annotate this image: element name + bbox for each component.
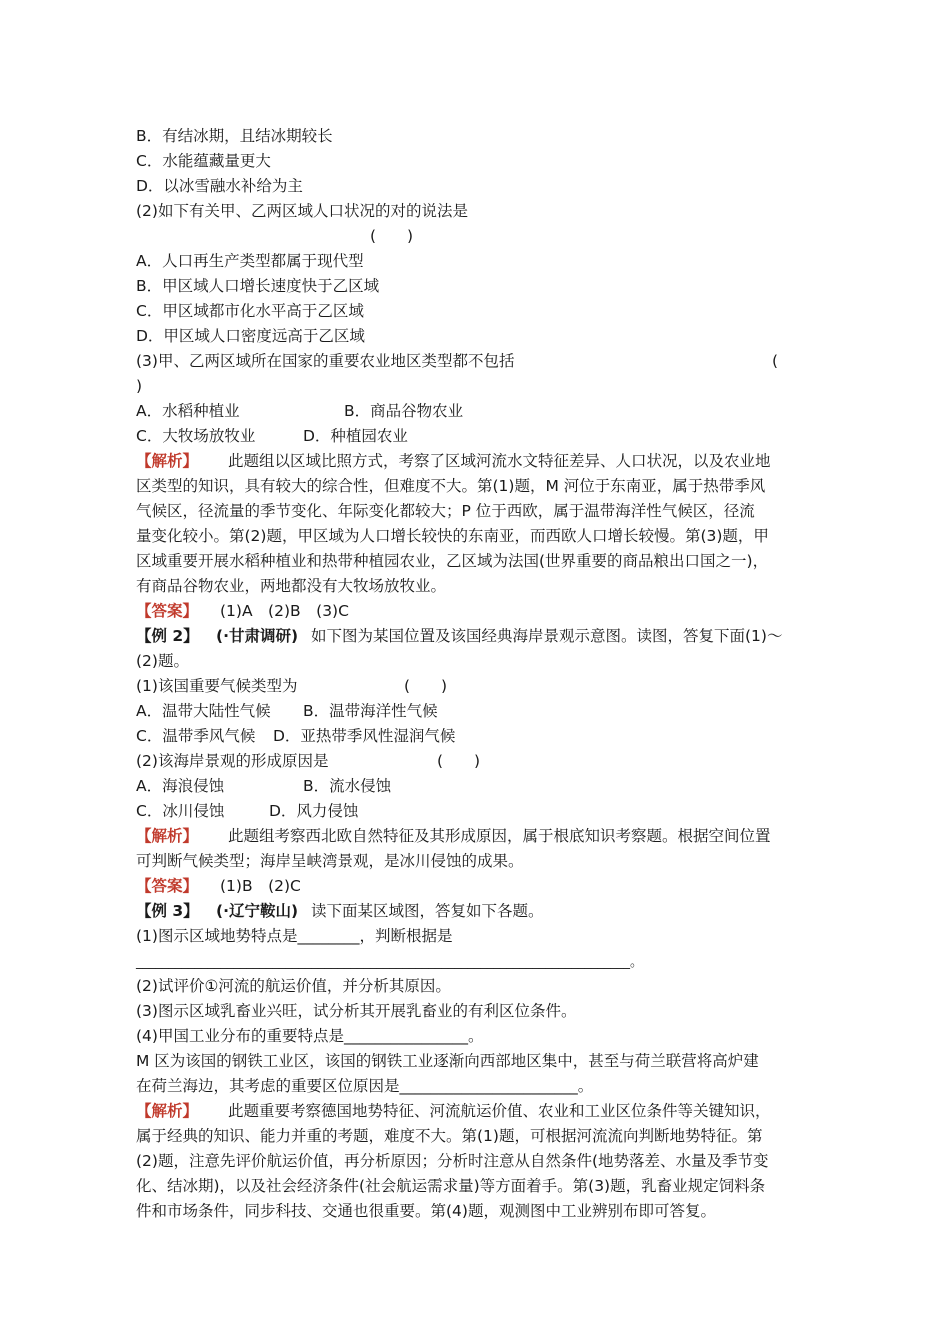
analysis-line: 【解析】 此题组以区域比照方式，考察了区域河流水文特征差异、人口状况，以及农业地 xyxy=(136,452,771,470)
question-line: (2)如下有关甲、乙两区域人口状况的对的说法是 xyxy=(136,202,468,220)
option-line: C．甲区域都市化水平高于乙区域 xyxy=(136,302,364,320)
analysis-label: 【解析】 xyxy=(136,452,199,470)
question-line: 在荷兰海边，其考虑的重要区位原因是_______________________。 xyxy=(136,1077,594,1095)
answer-paren-close: ) xyxy=(136,377,143,395)
analysis-label: 【解析】 xyxy=(136,1102,199,1120)
question-line: (3)图示区域乳畜业兴旺，试分析其开展乳畜业的有利区位条件。 xyxy=(136,1002,577,1020)
analysis-line xyxy=(136,1224,826,1249)
question-line: (1)图示区域地势特点是________，判断根据是 xyxy=(136,927,453,945)
answer-line: 【答案】 (1)A (2)B (3)C xyxy=(136,602,349,620)
example-source: (·甘肃调研) xyxy=(216,627,299,645)
analysis-line: 可判断气候类型；海岸呈峡湾景观，是冰川侵蚀的成果。 xyxy=(136,852,524,870)
example-label: 【例 2】 xyxy=(136,627,199,645)
analysis-line: 属于经典的知识、能力并重的考题，难度不大。第(1)题，可根据河流流向判断地势特征。第 xyxy=(136,1127,763,1145)
document-page xyxy=(136,124,826,1249)
answer-line: 【答案】 (1)B (2)C xyxy=(136,877,301,895)
option-line: C．冰川侵蚀 D．风力侵蚀 xyxy=(136,802,359,820)
analysis-line: 有商品谷物农业，两地都没有大牧场放牧业。 xyxy=(136,577,447,595)
example-heading: 【例 3】 (·辽宁鞍山) 读下面某区域图，答复如下各题。 xyxy=(136,899,826,924)
option-line: B．甲区域人口增长速度快于乙区域 xyxy=(136,277,380,295)
option-line: A．温带大陆性气候 B．温带海洋性气候 xyxy=(136,702,438,720)
analysis-line: 区域重要开展水稻种植业和热带种植园农业，乙区域为法国(世界重要的商品粮出口国之一)， xyxy=(136,552,769,570)
answer-paren: ( ) xyxy=(437,752,481,770)
question-line: (2)题。 xyxy=(136,652,189,670)
analysis-label: 【解析】 xyxy=(136,827,199,845)
question-line: (2)该海岸景观的形成原因是 ( ) xyxy=(136,749,826,774)
option-line: D．以冰雪融水补给为主 xyxy=(136,177,303,195)
option-line: A．人口再生产类型都属于现代型 xyxy=(136,252,364,270)
analysis-line: 【解析】 此题组考察西北欧自然特征及其形成原因，属于根底知识考察题。根据空间位置 xyxy=(136,827,771,845)
analysis-line: 件和市场条件，同步科技、交通也很重要。第(4)题，观测图中工业辨别布即可答复。 xyxy=(136,1202,716,1220)
example-label: 【例 3】 xyxy=(136,902,199,920)
blank-line: ____________________________________________________________________________。 xyxy=(136,955,643,970)
answer-paren: ( ) xyxy=(404,677,448,695)
question-line: (2)试评价①河流的航运价值，并分析其原因。 xyxy=(136,977,451,995)
option-line: A．水稻种植业 B．商品谷物农业 xyxy=(136,402,464,420)
option-line: D．甲区域人口密度远高于乙区域 xyxy=(136,327,365,345)
analysis-line: 量变化较小。第(2)题，甲区域为人口增长较快的东南亚，而西欧人口增长较慢。第(3)题，甲 xyxy=(136,527,769,545)
question-line: (1)该国重要气候类型为 ( ) xyxy=(136,674,826,699)
analysis-line: 【解析】 此题重要考察德国地势特征、河流航运价值、农业和工业区位条件等关键知识， xyxy=(136,1102,771,1120)
option-line: C．温带季风气候 D．亚热带季风性湿润气候 xyxy=(136,727,456,745)
analysis-line: 气候区，径流量的季节变化、年际变化都较大；P 位于西欧，属于温带海洋性气候区，径流 xyxy=(136,502,755,520)
answer-label: 【答案】 xyxy=(136,602,199,620)
answer-paren-open: ( xyxy=(772,352,779,370)
analysis-line: 区类型的知识，具有较大的综合性，但难度不大。第(1)题，M 河位于东南亚，属于热带季风 xyxy=(136,477,766,495)
question-line: (3)甲、乙两区域所在国家的重要农业地区类型都不包括 ( xyxy=(136,349,826,374)
question-line: (4)甲国工业分布的重要特点是________________。 xyxy=(136,1027,484,1045)
example-source: (·辽宁鞍山) xyxy=(216,902,299,920)
option-line: A．海浪侵蚀 B．流水侵蚀 xyxy=(136,777,392,795)
analysis-line: (2)题，注意先评价航运价值，再分析原因；分析时注意从自然条件(地势落差、水量及季节变 xyxy=(136,1152,769,1170)
answer-label: 【答案】 xyxy=(136,877,199,895)
example-heading: 【例 2】 (·甘肃调研) 如下图为某国位置及该国经典海岸景观示意图。读图，答复下面(1)～ xyxy=(136,624,826,649)
option-line: C．水能蕴藏量更大 xyxy=(136,152,271,170)
answer-paren: ( ) xyxy=(370,227,414,245)
option-line: B．有结冰期，且结冰期较长 xyxy=(136,127,333,145)
question-line: M 区为该国的钢铁工业区，该国的钢铁工业逐渐向西部地区集中，甚至与荷兰联营将高炉建 xyxy=(136,1052,759,1070)
analysis-line: 化、结冰期)，以及社会经济条件(社会航运需求量)等方面着手。第(3)题，乳畜业规定饲料条 xyxy=(136,1177,766,1195)
option-line: C．大牧场放牧业 D．种植园农业 xyxy=(136,427,408,445)
